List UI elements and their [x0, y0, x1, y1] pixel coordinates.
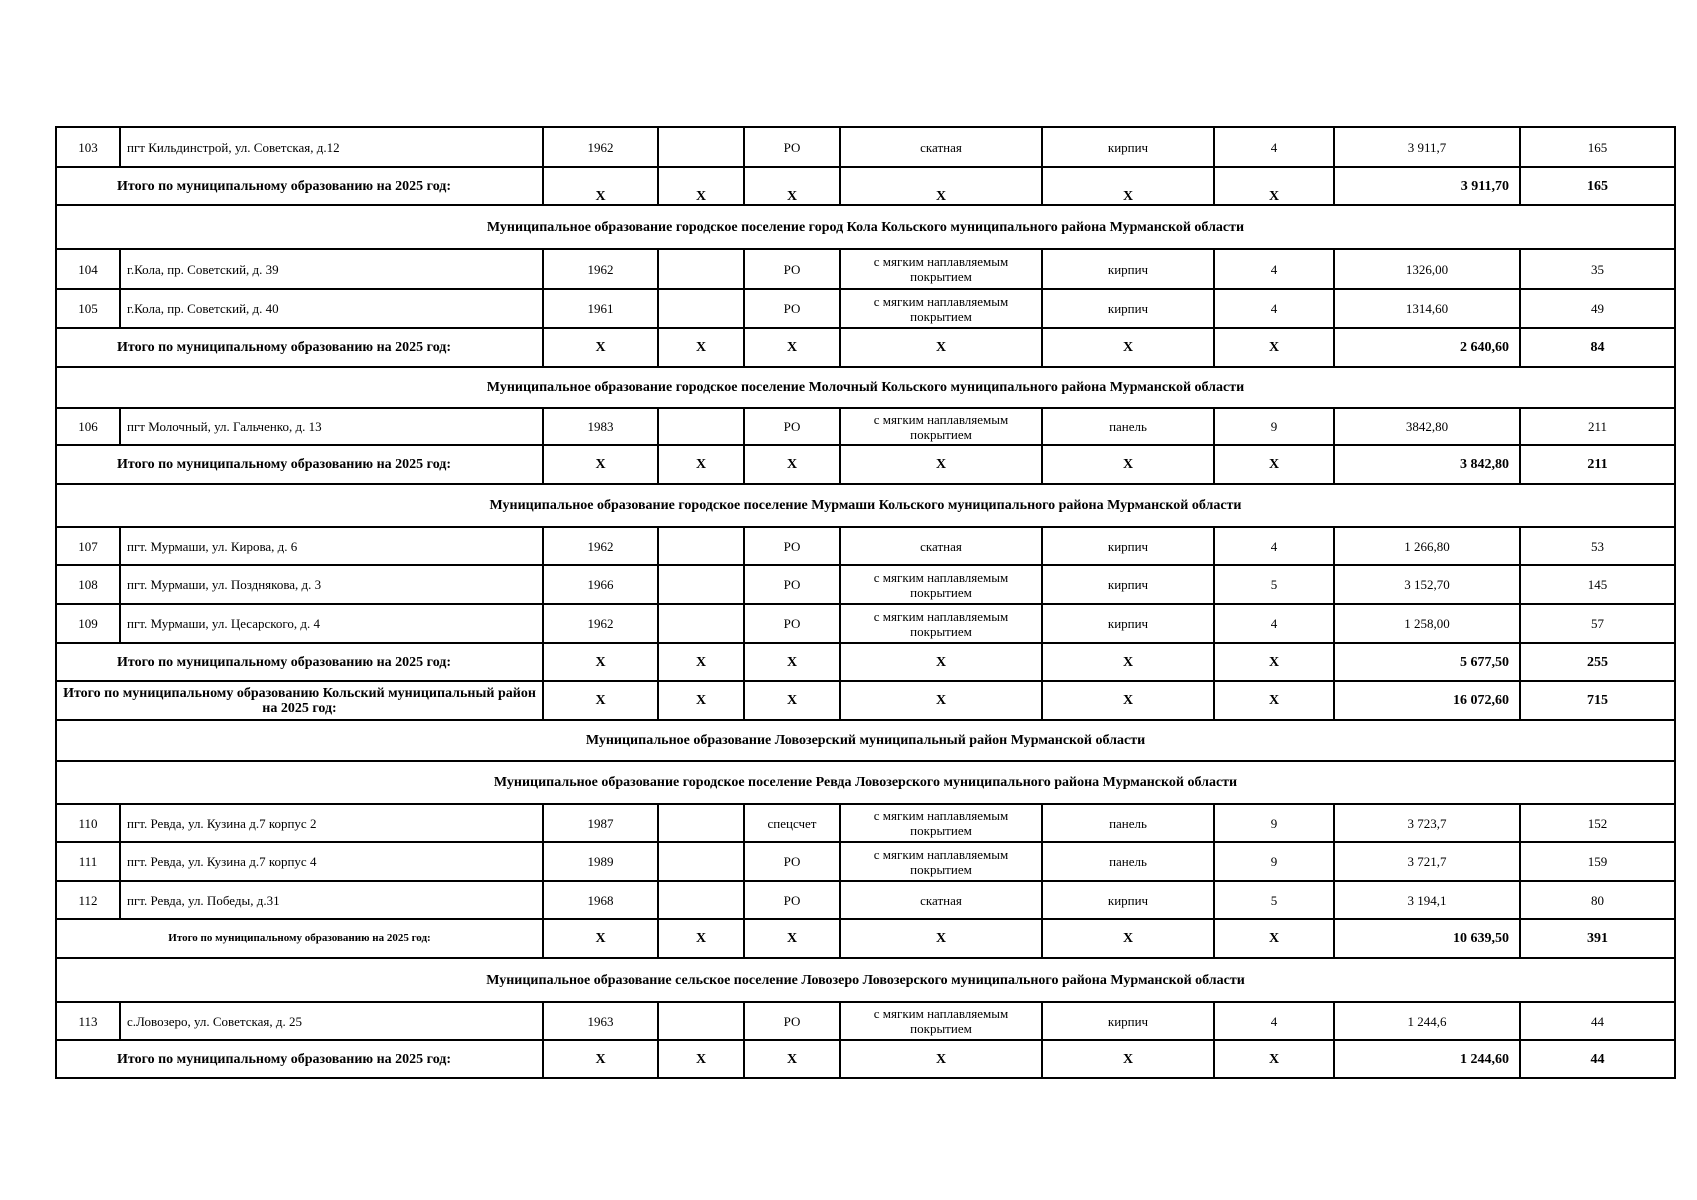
- row-area: 3 152,70: [1334, 565, 1520, 604]
- row-type: РО: [744, 127, 840, 167]
- total-residents: 715: [1520, 681, 1675, 720]
- section-header: Муниципальное образование Ловозерский муниципальный район Мурманской области: [56, 720, 1675, 761]
- total-row: [56, 681, 1675, 720]
- row-residents: 44: [1520, 1002, 1675, 1040]
- row-number: 111: [56, 842, 120, 881]
- row-material: кирпич: [1042, 1002, 1214, 1040]
- row-col4: [658, 565, 744, 604]
- table-row: [56, 289, 1675, 328]
- section-header: Муниципальное образование сельское поселение Ловозеро Ловозерского муниципального района Мурманской области: [56, 958, 1675, 1002]
- row-address: с.Ловозеро, ул. Советская, д. 25: [120, 1002, 543, 1040]
- row-col4: [658, 127, 744, 167]
- row-residents: 211: [1520, 408, 1675, 445]
- total-residents: 211: [1520, 445, 1675, 484]
- row-area: 3842,80: [1334, 408, 1520, 445]
- section-header: Муниципальное образование городское поселение Мурмаши Кольского муниципального района Мурманской области: [56, 484, 1675, 527]
- row-col4: [658, 1002, 744, 1040]
- total-x-mark: Х: [1042, 167, 1214, 205]
- total-area: 16 072,60: [1334, 681, 1520, 720]
- row-type: РО: [744, 1002, 840, 1040]
- table-row: [56, 804, 1675, 842]
- row-col4: [658, 527, 744, 565]
- section-header-row: [56, 484, 1675, 527]
- total-label: Итого по муниципальному образованию на 2025 год:: [56, 328, 543, 367]
- row-number: 107: [56, 527, 120, 565]
- row-roof: с мягким наплавляемым покрытием: [840, 408, 1042, 445]
- row-floors: 4: [1214, 527, 1334, 565]
- row-number: 110: [56, 804, 120, 842]
- total-x-mark: Х: [658, 328, 744, 367]
- row-area: 1314,60: [1334, 289, 1520, 328]
- row-type: РО: [744, 565, 840, 604]
- total-x-mark: Х: [658, 167, 744, 205]
- row-number: 104: [56, 249, 120, 289]
- row-area: 1 258,00: [1334, 604, 1520, 643]
- total-x-mark: Х: [1214, 445, 1334, 484]
- total-label: Итого по муниципальному образованию на 2025 год:: [56, 167, 543, 205]
- row-floors: 9: [1214, 408, 1334, 445]
- total-x-mark: Х: [658, 445, 744, 484]
- section-header: Муниципальное образование городское поселение Ревда Ловозерского муниципального района Мурманской области: [56, 761, 1675, 804]
- row-area: 1 266,80: [1334, 527, 1520, 565]
- total-x-mark: Х: [543, 1040, 658, 1078]
- row-roof: с мягким наплавляемым покрытием: [840, 565, 1042, 604]
- row-address: пгт Молочный, ул. Гальченко, д. 13: [120, 408, 543, 445]
- total-x-mark: Х: [840, 919, 1042, 958]
- total-label: Итого по муниципальному образованию на 2025 год:: [56, 1040, 543, 1078]
- section-header-row: [56, 761, 1675, 804]
- total-x-mark: Х: [658, 919, 744, 958]
- row-year: 1961: [543, 289, 658, 328]
- row-area: 3 194,1: [1334, 881, 1520, 919]
- row-type: РО: [744, 604, 840, 643]
- table-body: [56, 127, 1675, 1078]
- row-number: 108: [56, 565, 120, 604]
- total-x-mark: Х: [543, 681, 658, 720]
- row-material: кирпич: [1042, 127, 1214, 167]
- row-residents: 49: [1520, 289, 1675, 328]
- total-row: [56, 445, 1675, 484]
- total-x-mark: Х: [840, 643, 1042, 681]
- row-floors: 9: [1214, 842, 1334, 881]
- total-residents: 165: [1520, 167, 1675, 205]
- row-type: РО: [744, 249, 840, 289]
- row-type: РО: [744, 842, 840, 881]
- total-label: Итого по муниципальному образованию на 2025 год:: [56, 919, 543, 958]
- row-area: 1 244,6: [1334, 1002, 1520, 1040]
- row-roof: с мягким наплавляемым покрытием: [840, 249, 1042, 289]
- row-area: 3 723,7: [1334, 804, 1520, 842]
- row-year: 1966: [543, 565, 658, 604]
- row-residents: 35: [1520, 249, 1675, 289]
- row-roof: скатная: [840, 527, 1042, 565]
- row-type: РО: [744, 881, 840, 919]
- row-col4: [658, 289, 744, 328]
- row-address: г.Кола, пр. Советский, д. 40: [120, 289, 543, 328]
- total-x-mark: Х: [1042, 681, 1214, 720]
- row-col4: [658, 604, 744, 643]
- row-floors: 5: [1214, 565, 1334, 604]
- total-x-mark: Х: [840, 1040, 1042, 1078]
- row-area: 3 721,7: [1334, 842, 1520, 881]
- section-header-row: [56, 205, 1675, 249]
- total-x-mark: Х: [840, 328, 1042, 367]
- row-type: РО: [744, 408, 840, 445]
- total-area: 5 677,50: [1334, 643, 1520, 681]
- row-col4: [658, 842, 744, 881]
- total-x-mark: Х: [840, 167, 1042, 205]
- section-header: Муниципальное образование городское поселение город Кола Кольского муниципального района Мурманской области: [56, 205, 1675, 249]
- row-material: кирпич: [1042, 565, 1214, 604]
- row-type: РО: [744, 289, 840, 328]
- row-roof: с мягким наплавляемым покрытием: [840, 1002, 1042, 1040]
- row-col4: [658, 249, 744, 289]
- row-col4: [658, 408, 744, 445]
- total-x-mark: Х: [1214, 681, 1334, 720]
- row-type: РО: [744, 527, 840, 565]
- row-address: г.Кола, пр. Советский, д. 39: [120, 249, 543, 289]
- table-row: [56, 604, 1675, 643]
- total-area: 2 640,60: [1334, 328, 1520, 367]
- total-x-mark: Х: [543, 643, 658, 681]
- total-label: Итого по муниципальному образованию на 2025 год:: [56, 445, 543, 484]
- row-number: 113: [56, 1002, 120, 1040]
- total-area: 3 842,80: [1334, 445, 1520, 484]
- total-row: [56, 643, 1675, 681]
- total-x-mark: Х: [1214, 1040, 1334, 1078]
- total-x-mark: Х: [744, 167, 840, 205]
- total-x-mark: Х: [1042, 328, 1214, 367]
- row-address: пгт. Ревда, ул. Кузина д.7 корпус 4: [120, 842, 543, 881]
- total-x-mark: Х: [1214, 919, 1334, 958]
- section-header-row: [56, 367, 1675, 408]
- row-year: 1962: [543, 604, 658, 643]
- row-material: кирпич: [1042, 289, 1214, 328]
- row-floors: 4: [1214, 249, 1334, 289]
- total-x-mark: Х: [543, 328, 658, 367]
- row-roof: скатная: [840, 881, 1042, 919]
- row-material: кирпич: [1042, 527, 1214, 565]
- total-x-mark: Х: [840, 681, 1042, 720]
- total-x-mark: Х: [658, 1040, 744, 1078]
- row-number: 103: [56, 127, 120, 167]
- total-area: 10 639,50: [1334, 919, 1520, 958]
- row-roof: с мягким наплавляемым покрытием: [840, 804, 1042, 842]
- total-x-mark: Х: [840, 445, 1042, 484]
- row-residents: 145: [1520, 565, 1675, 604]
- row-material: кирпич: [1042, 249, 1214, 289]
- row-material: панель: [1042, 408, 1214, 445]
- row-year: 1987: [543, 804, 658, 842]
- total-residents: 44: [1520, 1040, 1675, 1078]
- row-year: 1968: [543, 881, 658, 919]
- row-number: 112: [56, 881, 120, 919]
- row-floors: 4: [1214, 289, 1334, 328]
- row-year: 1983: [543, 408, 658, 445]
- row-roof: с мягким наплавляемым покрытием: [840, 604, 1042, 643]
- total-residents: 84: [1520, 328, 1675, 367]
- row-residents: 152: [1520, 804, 1675, 842]
- row-material: панель: [1042, 804, 1214, 842]
- row-roof: с мягким наплавляемым покрытием: [840, 289, 1042, 328]
- table-row: [56, 881, 1675, 919]
- total-x-mark: Х: [543, 167, 658, 205]
- table-row: [56, 127, 1675, 167]
- row-residents: 53: [1520, 527, 1675, 565]
- row-area: 1326,00: [1334, 249, 1520, 289]
- row-year: 1962: [543, 249, 658, 289]
- total-x-mark: Х: [543, 919, 658, 958]
- total-x-mark: Х: [744, 1040, 840, 1078]
- total-x-mark: Х: [1042, 919, 1214, 958]
- row-material: кирпич: [1042, 881, 1214, 919]
- row-address: пгт. Ревда, ул. Победы, д.31: [120, 881, 543, 919]
- row-floors: 5: [1214, 881, 1334, 919]
- row-address: пгт. Мурмаши, ул. Кирова, д. 6: [120, 527, 543, 565]
- row-area: 3 911,7: [1334, 127, 1520, 167]
- row-material: кирпич: [1042, 604, 1214, 643]
- row-residents: 80: [1520, 881, 1675, 919]
- table-row: [56, 527, 1675, 565]
- total-area: 1 244,60: [1334, 1040, 1520, 1078]
- row-residents: 165: [1520, 127, 1675, 167]
- row-col4: [658, 881, 744, 919]
- row-year: 1989: [543, 842, 658, 881]
- housing-table: [55, 126, 1676, 1079]
- table-row: [56, 842, 1675, 881]
- row-floors: 4: [1214, 604, 1334, 643]
- total-x-mark: Х: [744, 445, 840, 484]
- total-x-mark: Х: [1214, 643, 1334, 681]
- row-residents: 57: [1520, 604, 1675, 643]
- row-type: спецсчет: [744, 804, 840, 842]
- row-year: 1963: [543, 1002, 658, 1040]
- row-year: 1962: [543, 127, 658, 167]
- total-x-mark: Х: [744, 681, 840, 720]
- section-header-row: [56, 720, 1675, 761]
- total-x-mark: Х: [1042, 445, 1214, 484]
- total-area: 3 911,70: [1334, 167, 1520, 205]
- row-number: 106: [56, 408, 120, 445]
- row-floors: 9: [1214, 804, 1334, 842]
- table-row: [56, 408, 1675, 445]
- row-roof: с мягким наплавляемым покрытием: [840, 842, 1042, 881]
- row-floors: 4: [1214, 1002, 1334, 1040]
- table-row: [56, 249, 1675, 289]
- row-material: панель: [1042, 842, 1214, 881]
- total-x-mark: Х: [543, 445, 658, 484]
- total-x-mark: Х: [658, 681, 744, 720]
- section-header-row: [56, 958, 1675, 1002]
- total-row: [56, 1040, 1675, 1078]
- row-roof: скатная: [840, 127, 1042, 167]
- row-address: пгт. Мурмаши, ул. Позднякова, д. 3: [120, 565, 543, 604]
- total-x-mark: Х: [744, 643, 840, 681]
- total-residents: 255: [1520, 643, 1675, 681]
- row-address: пгт. Ревда, ул. Кузина д.7 корпус 2: [120, 804, 543, 842]
- total-label: Итого по муниципальному образованию Кольский муниципальный район на 2025 год:: [56, 681, 543, 720]
- total-row: [56, 167, 1675, 205]
- total-label: Итого по муниципальному образованию на 2025 год:: [56, 643, 543, 681]
- table-row: [56, 1002, 1675, 1040]
- row-number: 105: [56, 289, 120, 328]
- total-x-mark: Х: [744, 328, 840, 367]
- total-residents: 391: [1520, 919, 1675, 958]
- table-row: [56, 565, 1675, 604]
- row-address: пгт. Мурмаши, ул. Цесарского, д. 4: [120, 604, 543, 643]
- row-col4: [658, 804, 744, 842]
- total-row: [56, 919, 1675, 958]
- row-residents: 159: [1520, 842, 1675, 881]
- total-x-mark: Х: [658, 643, 744, 681]
- total-x-mark: Х: [1214, 167, 1334, 205]
- total-x-mark: Х: [744, 919, 840, 958]
- total-x-mark: Х: [1214, 328, 1334, 367]
- row-year: 1962: [543, 527, 658, 565]
- row-number: 109: [56, 604, 120, 643]
- row-floors: 4: [1214, 127, 1334, 167]
- total-x-mark: Х: [1042, 643, 1214, 681]
- row-address: пгт Кильдинстрой, ул. Советская, д.12: [120, 127, 543, 167]
- total-x-mark: Х: [1042, 1040, 1214, 1078]
- section-header: Муниципальное образование городское поселение Молочный Кольского муниципального района Мурманской области: [56, 367, 1675, 408]
- total-row: [56, 328, 1675, 367]
